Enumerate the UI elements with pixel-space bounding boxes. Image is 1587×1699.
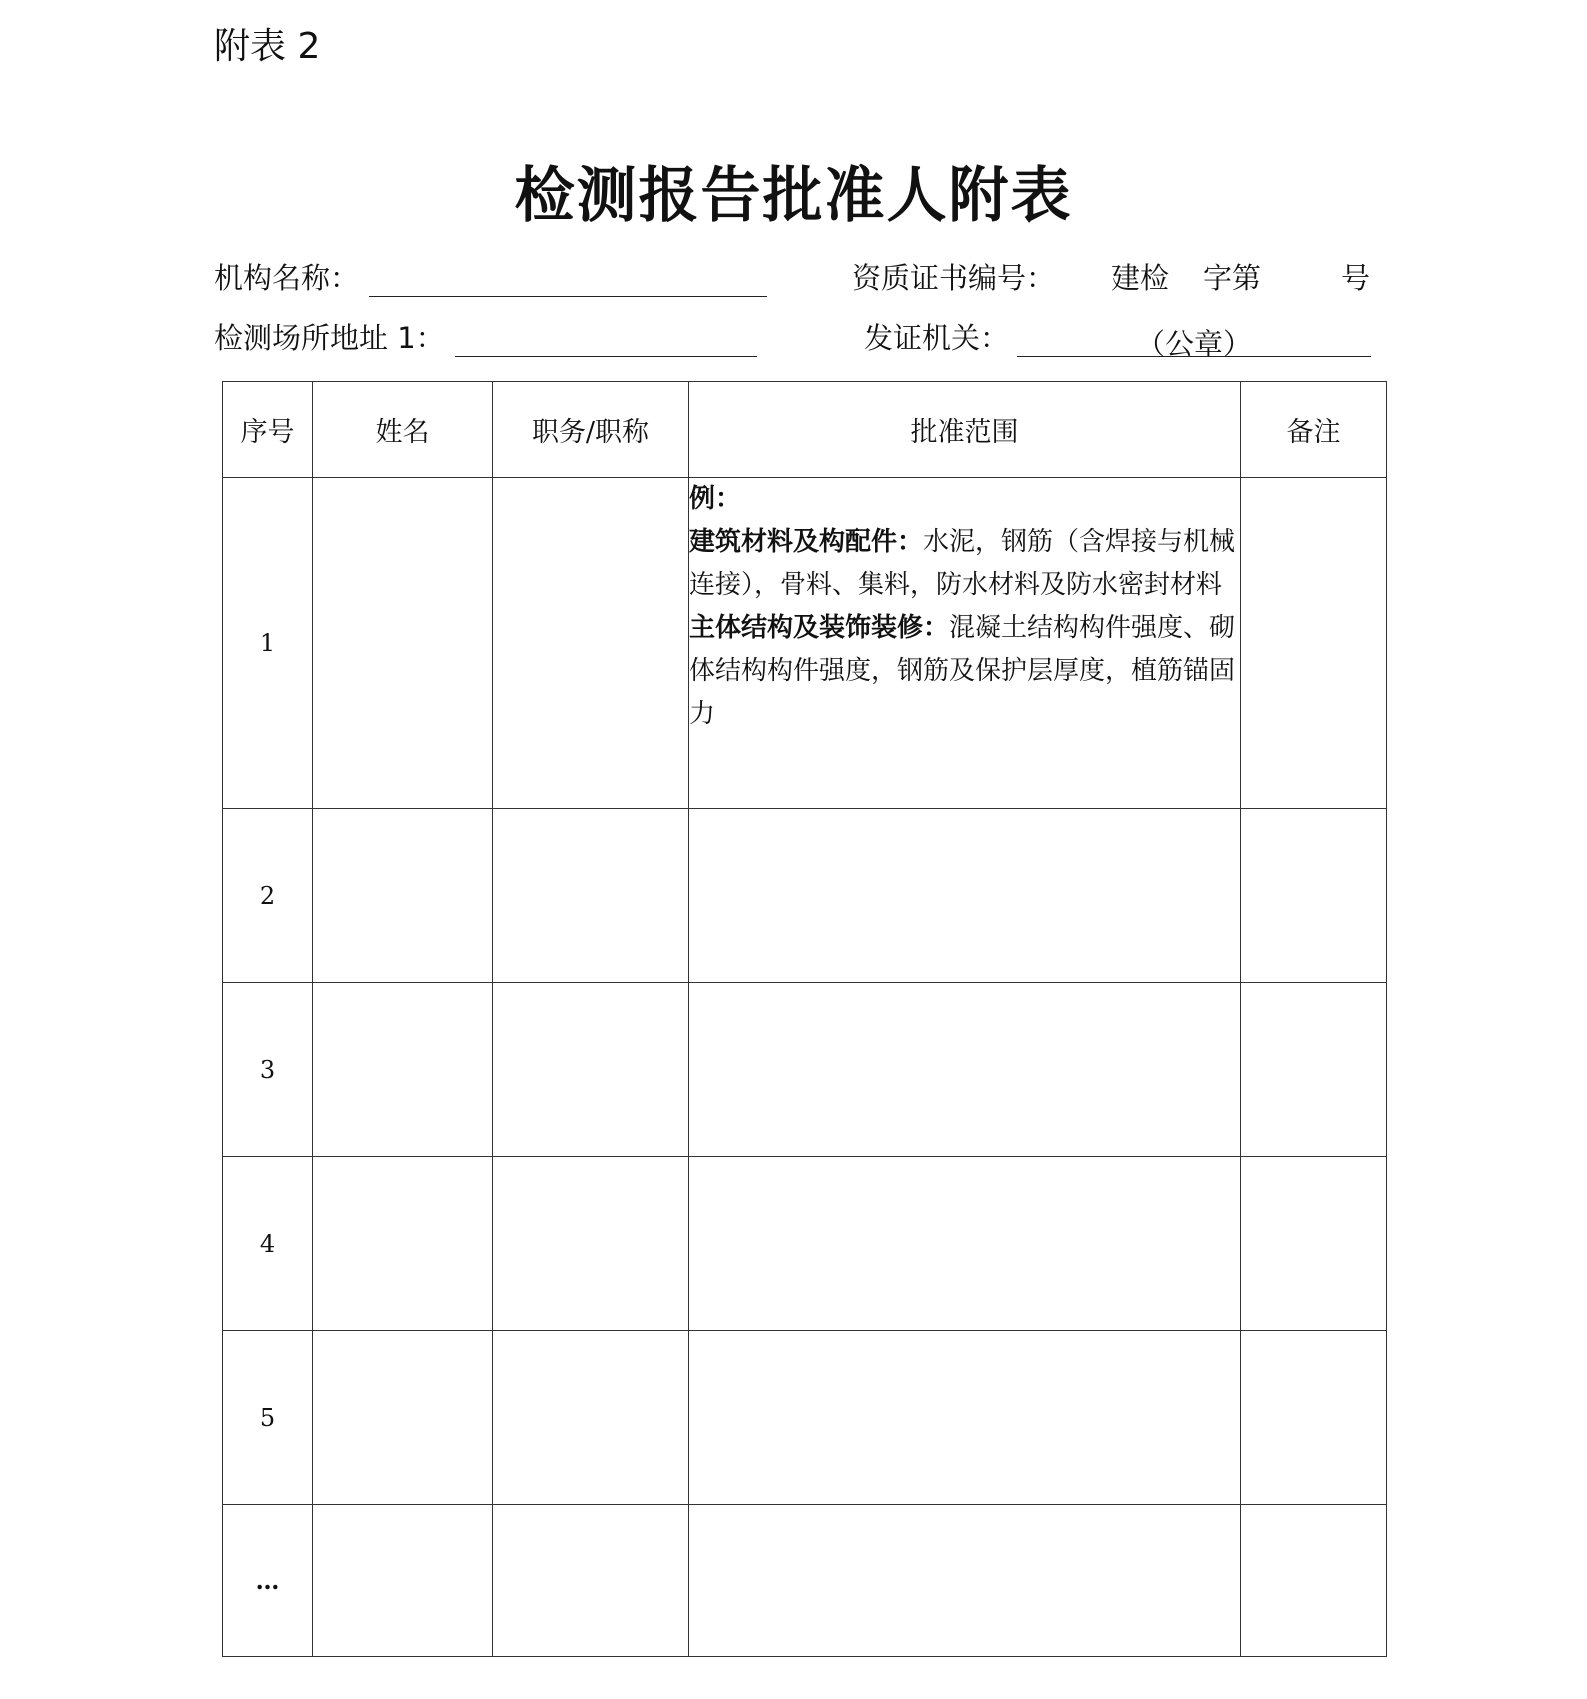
cert-number-field [852, 256, 1370, 297]
title-cell[interactable] [493, 1157, 689, 1331]
approvers-table [222, 381, 1387, 1657]
seq-cell: 2 [223, 809, 313, 983]
remarks-cell[interactable] [1241, 983, 1387, 1157]
example-label: 例： [689, 484, 742, 514]
remarks-cell[interactable] [1241, 1157, 1387, 1331]
table-row [223, 1331, 1387, 1505]
cert-number-label: 资质证书编号： [852, 261, 1056, 295]
scope-cell[interactable] [689, 478, 1241, 809]
name-cell[interactable] [313, 478, 493, 809]
site-address-field [214, 316, 757, 357]
issuing-authority-label: 发证机关： [864, 321, 1010, 355]
org-name-label: 机构名称： [214, 261, 360, 295]
table-header-row [223, 382, 1387, 478]
scope-text: 水泥，钢筋（含焊接与机械连接），骨料、集料，防水材料及防水密封材料 [689, 527, 1236, 600]
header-scope: 批准范围 [689, 382, 1241, 478]
title-cell[interactable] [493, 809, 689, 983]
official-seal-note: （公章） [1136, 327, 1253, 361]
title-cell[interactable] [493, 478, 689, 809]
remarks-cell[interactable] [1241, 1505, 1387, 1657]
name-cell[interactable] [313, 809, 493, 983]
issuing-authority-field [864, 316, 1371, 361]
scope-heading: 主体结构及装饰装修： [689, 613, 950, 643]
header-seq: 序号 [223, 382, 313, 478]
header-remarks: 备注 [1241, 382, 1387, 478]
scope-heading: 建筑材料及构配件： [689, 527, 924, 557]
title-cell[interactable] [493, 1331, 689, 1505]
name-cell[interactable] [313, 1331, 493, 1505]
header-name: 姓名 [313, 382, 493, 478]
table-row [223, 1157, 1387, 1331]
scope-cell[interactable] [689, 1505, 1241, 1657]
document-title: 检测报告批准人附表 [514, 161, 1073, 231]
name-cell[interactable] [313, 1157, 493, 1331]
table-row [223, 983, 1387, 1157]
remarks-cell[interactable] [1241, 1331, 1387, 1505]
site-address-label: 检测场所地址 1： [214, 321, 445, 355]
table-row [223, 809, 1387, 983]
scope-cell[interactable] [689, 809, 1241, 983]
table-row [223, 478, 1387, 809]
remarks-cell[interactable] [1241, 478, 1387, 809]
remarks-cell[interactable] [1241, 809, 1387, 983]
org-name-blank[interactable] [369, 262, 767, 297]
attachment-label: 附表 2 [214, 26, 321, 67]
scope-text: 混凝土结构构件强度、砌体结构构件强度，钢筋及保护层厚度，植筋锚固力 [689, 613, 1236, 729]
name-cell[interactable] [313, 983, 493, 1157]
scope-cell[interactable] [689, 983, 1241, 1157]
seq-cell: 4 [223, 1157, 313, 1331]
header-title: 职务/职称 [493, 382, 689, 478]
table-row [223, 1505, 1387, 1657]
name-cell[interactable] [313, 1505, 493, 1657]
site-address-blank[interactable] [455, 322, 757, 357]
scope-cell[interactable] [689, 1331, 1241, 1505]
cert-number-prefix: 建检 [1111, 261, 1170, 295]
cert-number-mid: 字第 [1203, 261, 1262, 295]
seq-cell: 3 [223, 983, 313, 1157]
issuing-authority-blank[interactable] [1017, 322, 1371, 361]
scope-cell[interactable] [689, 1157, 1241, 1331]
title-cell[interactable] [493, 1505, 689, 1657]
org-name-field [214, 256, 767, 297]
seq-cell: … [223, 1505, 313, 1657]
seq-cell: 1 [223, 478, 313, 809]
cert-number-suffix: 号 [1341, 261, 1371, 295]
seq-cell: 5 [223, 1331, 313, 1505]
title-cell[interactable] [493, 983, 689, 1157]
